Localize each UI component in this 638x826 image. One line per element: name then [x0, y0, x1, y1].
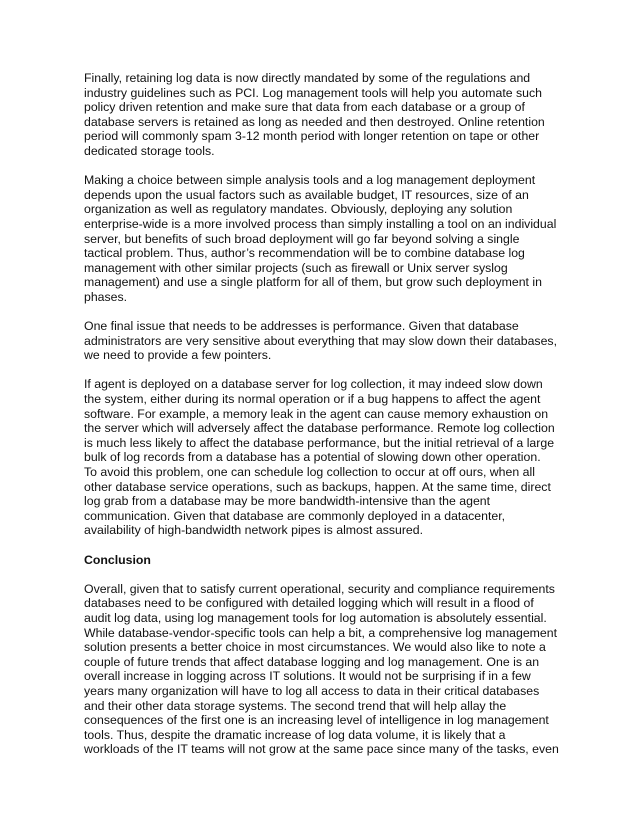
- paragraph-agent: [84, 377, 560, 538]
- text-line: tools. Thus, despite the dramatic increase of log data volume, it is likely that a: [84, 727, 506, 742]
- text-line: management) and use a single platform for all of them, but grow such deployment in: [84, 275, 542, 290]
- section-heading: Conclusion: [84, 552, 151, 567]
- text-line: management with other similar projects (such as firewall or Unix server syslog: [84, 260, 508, 275]
- text-line: overall increase in logging across IT solutions. It would not be surprising if in a few: [84, 669, 531, 684]
- text-line: enterprise-wide is a more involved process than simply installing a tool on an individual: [84, 216, 557, 231]
- text-line: tactical problem. Thus, author’s recommendation will be to combine database log: [84, 246, 525, 261]
- text-line: availability of high-bandwidth network pipes is almost assured.: [84, 523, 424, 538]
- text-line: consequences of the first one is an increasing level of intelligence in log management: [84, 713, 549, 728]
- text-line: industry guidelines such as PCI. Log management tools will help you automate such: [84, 85, 542, 100]
- text-line: If agent is deployed on a database server for log collection, it may indeed slow down: [84, 377, 543, 392]
- text-line: is much less likely to affect the database performance, but the initial retrieval of a large: [84, 435, 555, 450]
- text-line: organization as well as regulatory mandates. Obviously, deploying any solution: [84, 202, 513, 217]
- text-line: Overall, given that to satisfy current operational, security and compliance requirements: [84, 581, 555, 596]
- text-line: we need to provide a few pointers.: [84, 348, 272, 363]
- text-line: workloads of the IT teams will not grow at the same pace since many of the tasks, even: [84, 742, 559, 757]
- text-line: Making a choice between simple analysis tools and a log management deployment: [84, 173, 536, 188]
- text-line: databases need to be configured with detailed logging which will result in a flood of: [84, 596, 534, 611]
- text-line: audit log data, using log management tools for log automation is absolutely essential.: [84, 610, 547, 625]
- text-line: Finally, retaining log data is now directly mandated by some of the regulations and: [84, 71, 531, 85]
- text-line: solution presents a better choice in most circumstances. We would also like to note a: [84, 640, 546, 655]
- paragraph-retention: [84, 71, 560, 159]
- paragraph-choice: [84, 173, 560, 304]
- text-line: While database-vendor-specific tools can help a bit, a comprehensive log management: [84, 625, 558, 640]
- text-line: the system, either during its normal operation or if a bug happens to affect the agent: [84, 392, 541, 407]
- text-line: software. For example, a memory leak in the agent can cause memory exhaustion on: [84, 406, 549, 421]
- text-line: couple of future trends that affect database logging and log management. One is an: [84, 654, 540, 669]
- text-line: the server which will adversely affect the database performance. Remote log collection: [84, 421, 555, 436]
- text-line: phases.: [84, 289, 128, 304]
- paragraph-conclusion: [84, 582, 560, 757]
- text-line: depends upon the usual factors such as available budget, IT resources, size of an: [84, 187, 529, 202]
- text-line: log grab from a database may be more bandwidth-intensive than the agent: [84, 494, 491, 509]
- paragraph-performance: [84, 319, 560, 363]
- text-line: other database service operations, such as backups, happen. At the same time, direct: [84, 479, 551, 494]
- text-line: policy driven retention and make sure that data from each database or a group of: [84, 100, 525, 115]
- text-line: server, but benefits of such broad deployment will go far beyond solving a single: [84, 231, 520, 246]
- text-line: To avoid this problem, one can schedule log collection to occur at off ours, when all: [84, 465, 535, 480]
- text-line: bulk of log records from a database has a potential of slowing down other operation.: [84, 450, 541, 465]
- text-line: database servers is retained as long as needed and then destroyed. Online retention: [84, 114, 545, 129]
- text-line: period will commonly spam 3-12 month period with longer retention on tape or other: [84, 129, 540, 144]
- text-line: One final issue that needs to be addresses is performance. Given that database: [84, 319, 519, 334]
- text-line: communication. Given that database are commonly deployed in a datacenter,: [84, 508, 506, 523]
- text-line: and their other data storage systems. The second trend that will help allay the: [84, 698, 507, 713]
- document-body: [84, 71, 560, 772]
- text-line: dedicated storage tools.: [84, 143, 215, 158]
- text-line: years many organization will have to log all access to data in their critical databases: [84, 683, 540, 698]
- text-line: administrators are very sensitive about everything that may slow down their databases,: [84, 333, 557, 348]
